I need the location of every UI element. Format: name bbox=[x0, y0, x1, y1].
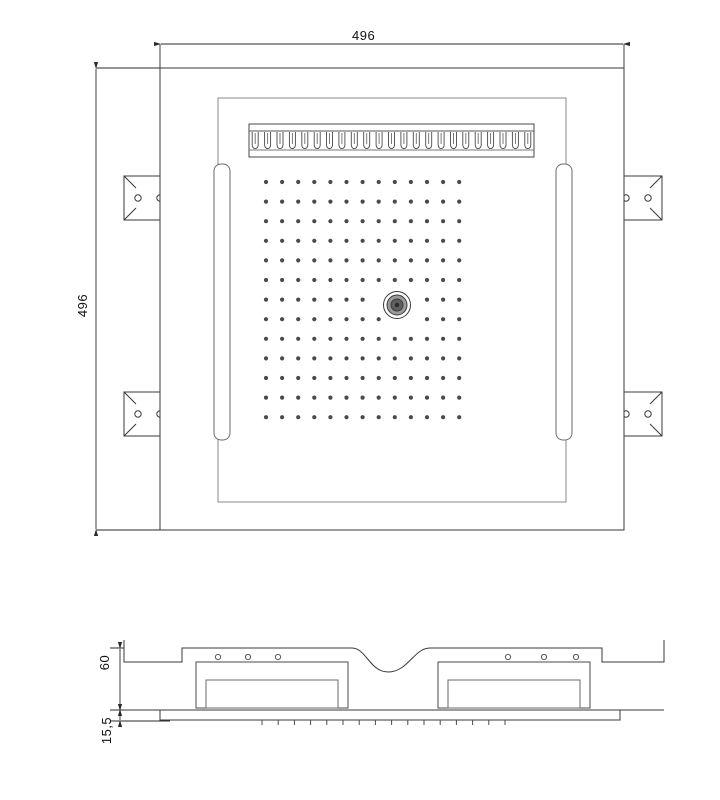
spray-nozzle bbox=[264, 219, 268, 223]
spray-nozzle bbox=[393, 415, 397, 419]
spray-nozzle bbox=[361, 219, 365, 223]
spray-nozzle bbox=[425, 298, 429, 302]
spray-nozzle bbox=[296, 298, 300, 302]
spray-nozzle bbox=[344, 298, 348, 302]
spray-nozzle bbox=[296, 180, 300, 184]
spray-nozzle bbox=[344, 278, 348, 282]
spray-nozzle bbox=[296, 200, 300, 204]
spray-nozzle bbox=[312, 200, 316, 204]
dimension-label-depth: 60 bbox=[97, 654, 113, 671]
spray-nozzle bbox=[457, 239, 461, 243]
spray-nozzle bbox=[296, 396, 300, 400]
section-cavity-right bbox=[448, 680, 580, 708]
spray-nozzle bbox=[457, 356, 461, 360]
spray-nozzle bbox=[312, 376, 316, 380]
spray-nozzle bbox=[361, 298, 365, 302]
spray-nozzle bbox=[377, 415, 381, 419]
spray-nozzle bbox=[441, 219, 445, 223]
spray-nozzle bbox=[457, 258, 461, 262]
spray-nozzle bbox=[361, 200, 365, 204]
spray-nozzle bbox=[377, 258, 381, 262]
spray-nozzle bbox=[312, 356, 316, 360]
spray-nozzle bbox=[280, 180, 284, 184]
spray-nozzle bbox=[328, 298, 332, 302]
spray-nozzle bbox=[393, 200, 397, 204]
spray-nozzle bbox=[457, 337, 461, 341]
spray-nozzle bbox=[361, 180, 365, 184]
spray-nozzle bbox=[377, 337, 381, 341]
spray-nozzle bbox=[328, 219, 332, 223]
spray-nozzle bbox=[409, 278, 413, 282]
spray-nozzle bbox=[264, 200, 268, 204]
spray-nozzle bbox=[409, 258, 413, 262]
section-face-plate bbox=[160, 710, 620, 720]
spray-nozzle bbox=[280, 278, 284, 282]
right-side-rail bbox=[556, 164, 572, 440]
spray-nozzle bbox=[361, 356, 365, 360]
spray-nozzle bbox=[393, 180, 397, 184]
spray-nozzle bbox=[377, 239, 381, 243]
spray-nozzle bbox=[264, 278, 268, 282]
spray-nozzle bbox=[441, 239, 445, 243]
section-cavity-left bbox=[206, 680, 338, 708]
spray-nozzle bbox=[328, 317, 332, 321]
spray-nozzle bbox=[312, 239, 316, 243]
spray-nozzle bbox=[264, 317, 268, 321]
side-view-group bbox=[110, 640, 664, 725]
spray-nozzle bbox=[296, 317, 300, 321]
spray-nozzle bbox=[280, 337, 284, 341]
spray-nozzle bbox=[328, 278, 332, 282]
spray-nozzle bbox=[328, 337, 332, 341]
spray-nozzle bbox=[409, 376, 413, 380]
spray-nozzle bbox=[441, 180, 445, 184]
spray-nozzle bbox=[441, 396, 445, 400]
spray-nozzle bbox=[344, 317, 348, 321]
spray-nozzle bbox=[409, 337, 413, 341]
spray-nozzle bbox=[264, 298, 268, 302]
spray-nozzle bbox=[425, 415, 429, 419]
spray-nozzle bbox=[441, 356, 445, 360]
spray-nozzle bbox=[377, 219, 381, 223]
spray-nozzle bbox=[361, 396, 365, 400]
spray-nozzle bbox=[328, 200, 332, 204]
spray-nozzle bbox=[377, 180, 381, 184]
spray-nozzle bbox=[377, 356, 381, 360]
spray-nozzle bbox=[264, 180, 268, 184]
spray-nozzle bbox=[425, 180, 429, 184]
spray-nozzle bbox=[264, 337, 268, 341]
spray-nozzle bbox=[457, 180, 461, 184]
spray-nozzle bbox=[457, 278, 461, 282]
spray-nozzle bbox=[393, 337, 397, 341]
spray-nozzle bbox=[280, 219, 284, 223]
dimension-label-height: 496 bbox=[75, 293, 91, 318]
spray-nozzle bbox=[409, 356, 413, 360]
spray-nozzle bbox=[344, 239, 348, 243]
spray-nozzle bbox=[264, 258, 268, 262]
spray-nozzle bbox=[312, 396, 316, 400]
spray-nozzle bbox=[425, 278, 429, 282]
spray-nozzle bbox=[280, 396, 284, 400]
top-view-group bbox=[96, 44, 662, 530]
spray-nozzle bbox=[344, 356, 348, 360]
spray-nozzle bbox=[393, 356, 397, 360]
spray-nozzle bbox=[344, 219, 348, 223]
spray-nozzle bbox=[280, 376, 284, 380]
spray-nozzle bbox=[312, 219, 316, 223]
spray-nozzle bbox=[393, 396, 397, 400]
spray-nozzle bbox=[344, 415, 348, 419]
spray-nozzle bbox=[296, 219, 300, 223]
spray-nozzle bbox=[377, 396, 381, 400]
spray-nozzle bbox=[393, 278, 397, 282]
spray-nozzle bbox=[441, 200, 445, 204]
spray-nozzle bbox=[409, 239, 413, 243]
spray-nozzle bbox=[312, 258, 316, 262]
spray-nozzle bbox=[377, 278, 381, 282]
spray-nozzle bbox=[361, 278, 365, 282]
spray-nozzle bbox=[425, 219, 429, 223]
spray-nozzle bbox=[296, 258, 300, 262]
spray-nozzle bbox=[377, 200, 381, 204]
spray-nozzle bbox=[264, 239, 268, 243]
spray-nozzle bbox=[296, 337, 300, 341]
spray-nozzle bbox=[441, 317, 445, 321]
spray-nozzle bbox=[361, 317, 365, 321]
spray-nozzle bbox=[264, 356, 268, 360]
spray-nozzle bbox=[344, 200, 348, 204]
spray-nozzle bbox=[344, 337, 348, 341]
spray-nozzle bbox=[425, 239, 429, 243]
left-side-rail bbox=[214, 164, 230, 440]
spray-nozzle bbox=[425, 396, 429, 400]
spray-nozzle bbox=[441, 415, 445, 419]
spray-nozzle bbox=[409, 200, 413, 204]
spray-nozzle bbox=[409, 219, 413, 223]
spray-nozzle bbox=[264, 415, 268, 419]
spray-nozzle bbox=[280, 239, 284, 243]
spray-nozzle bbox=[361, 337, 365, 341]
spray-nozzle bbox=[344, 180, 348, 184]
spray-nozzle bbox=[296, 356, 300, 360]
spray-nozzle bbox=[328, 396, 332, 400]
spray-nozzle bbox=[425, 200, 429, 204]
spray-nozzle bbox=[425, 258, 429, 262]
spray-nozzle bbox=[425, 317, 429, 321]
dimension-label-width: 496 bbox=[352, 28, 376, 43]
spray-nozzle bbox=[457, 415, 461, 419]
spray-nozzle bbox=[441, 298, 445, 302]
spray-nozzle bbox=[409, 180, 413, 184]
spray-nozzle bbox=[441, 258, 445, 262]
spray-nozzle bbox=[377, 376, 381, 380]
spray-nozzle bbox=[328, 180, 332, 184]
spray-nozzle bbox=[312, 298, 316, 302]
spray-nozzle bbox=[425, 376, 429, 380]
spray-nozzle bbox=[377, 317, 381, 321]
spray-nozzle bbox=[457, 396, 461, 400]
waterfall-bar bbox=[249, 124, 534, 157]
spray-nozzle bbox=[441, 376, 445, 380]
spray-nozzle bbox=[328, 258, 332, 262]
spray-nozzle bbox=[457, 219, 461, 223]
spray-nozzle bbox=[296, 239, 300, 243]
spray-nozzle bbox=[393, 239, 397, 243]
spray-nozzle bbox=[280, 298, 284, 302]
spray-nozzle bbox=[328, 239, 332, 243]
spray-nozzle bbox=[361, 376, 365, 380]
spray-nozzle bbox=[264, 376, 268, 380]
spray-nozzle bbox=[296, 376, 300, 380]
spray-nozzle bbox=[361, 239, 365, 243]
spray-nozzle bbox=[312, 278, 316, 282]
spray-nozzle bbox=[393, 376, 397, 380]
dimension-label-thickness: 15,5 bbox=[99, 716, 115, 745]
spray-nozzle bbox=[280, 200, 284, 204]
spray-nozzle bbox=[393, 219, 397, 223]
spray-nozzle bbox=[312, 337, 316, 341]
spray-nozzle bbox=[296, 415, 300, 419]
spray-nozzle bbox=[328, 415, 332, 419]
center-jet bbox=[384, 292, 411, 319]
spray-nozzle bbox=[457, 200, 461, 204]
spray-nozzle bbox=[312, 317, 316, 321]
spray-nozzle bbox=[361, 415, 365, 419]
spray-nozzle bbox=[409, 415, 413, 419]
spray-nozzle bbox=[361, 258, 365, 262]
spray-nozzle bbox=[344, 258, 348, 262]
spray-nozzle bbox=[280, 258, 284, 262]
spray-nozzle bbox=[457, 298, 461, 302]
spray-nozzle bbox=[393, 258, 397, 262]
spray-nozzle bbox=[425, 337, 429, 341]
spray-nozzle bbox=[457, 317, 461, 321]
spray-nozzle bbox=[280, 317, 284, 321]
spray-nozzle bbox=[328, 356, 332, 360]
spray-nozzle bbox=[425, 356, 429, 360]
spray-nozzle bbox=[409, 396, 413, 400]
spray-nozzle bbox=[457, 376, 461, 380]
spray-nozzle bbox=[312, 180, 316, 184]
spray-nozzle bbox=[328, 376, 332, 380]
spray-nozzle bbox=[280, 415, 284, 419]
spray-nozzle bbox=[296, 278, 300, 282]
spray-nozzle bbox=[344, 376, 348, 380]
spray-nozzle bbox=[344, 396, 348, 400]
spray-nozzle bbox=[441, 337, 445, 341]
spray-nozzle bbox=[312, 415, 316, 419]
section-nozzle-row bbox=[262, 720, 505, 725]
spray-nozzle bbox=[280, 356, 284, 360]
spray-nozzle bbox=[264, 396, 268, 400]
spray-nozzle bbox=[441, 278, 445, 282]
